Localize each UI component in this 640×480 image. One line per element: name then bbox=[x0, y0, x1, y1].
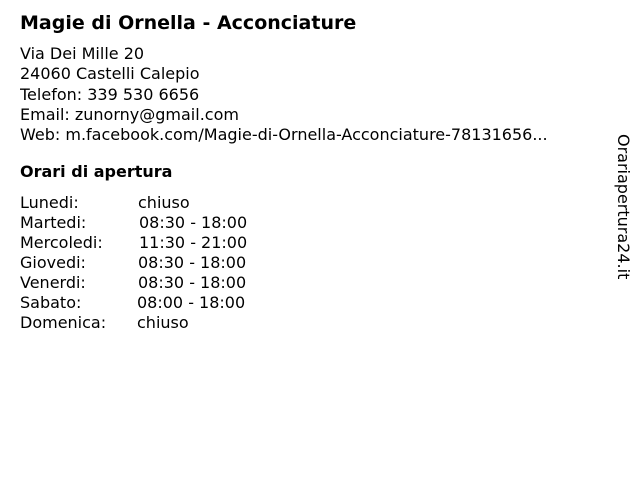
opening-hours-list bbox=[20, 193, 610, 333]
hours-time: chiuso bbox=[138, 193, 190, 213]
hours-time: 11:30 - 21:00 bbox=[139, 233, 248, 253]
web-line bbox=[20, 125, 610, 145]
hours-time: chiuso bbox=[137, 313, 189, 333]
address-city: 24060 Castelli Calepio bbox=[20, 64, 200, 84]
email-link[interactable]: zunorny@gmail.com bbox=[74, 104, 239, 124]
hours-row-mercoledi bbox=[20, 233, 610, 253]
phone-line: Telefon: 339 530 6656 bbox=[20, 84, 200, 104]
hours-day: Sabato: bbox=[20, 293, 82, 313]
hours-day: Mercoledi: bbox=[20, 233, 103, 253]
hours-day: Giovedi: bbox=[20, 253, 86, 273]
site-watermark: Orariaperturа24.it bbox=[614, 134, 633, 280]
hours-day: Lunedi: bbox=[20, 193, 79, 213]
hours-time: 08:30 - 18:00 bbox=[139, 213, 248, 233]
web-link[interactable]: m.facebook.com/Magie-di-Ornella-Acconciature-78131656... bbox=[65, 125, 548, 145]
web-label: Web: bbox=[20, 125, 61, 145]
hours-row-domenica bbox=[20, 313, 610, 333]
address-street: Via Dei Mille 20 bbox=[20, 44, 145, 63]
hours-day: Venerdi: bbox=[20, 273, 86, 293]
hours-row-giovedi bbox=[20, 253, 610, 273]
hours-time: 08:30 - 18:00 bbox=[138, 253, 247, 273]
hours-row-venerdi bbox=[20, 273, 610, 293]
email-line bbox=[20, 105, 610, 125]
hours-time: 08:00 - 18:00 bbox=[137, 293, 246, 313]
email-label: Email: bbox=[20, 104, 70, 124]
hours-row-martedi bbox=[20, 213, 610, 233]
opening-hours-heading: Orari di apertura bbox=[20, 162, 173, 182]
business-name: Magie di Ornella - Acconciature bbox=[20, 12, 357, 34]
hours-time: 08:30 - 18:00 bbox=[138, 273, 247, 293]
hours-row-sabato bbox=[20, 293, 610, 313]
hours-row-lunedi bbox=[20, 193, 610, 213]
hours-day: Martedi: bbox=[20, 213, 87, 233]
hours-day: Domenica: bbox=[20, 313, 107, 333]
business-card bbox=[20, 10, 610, 333]
